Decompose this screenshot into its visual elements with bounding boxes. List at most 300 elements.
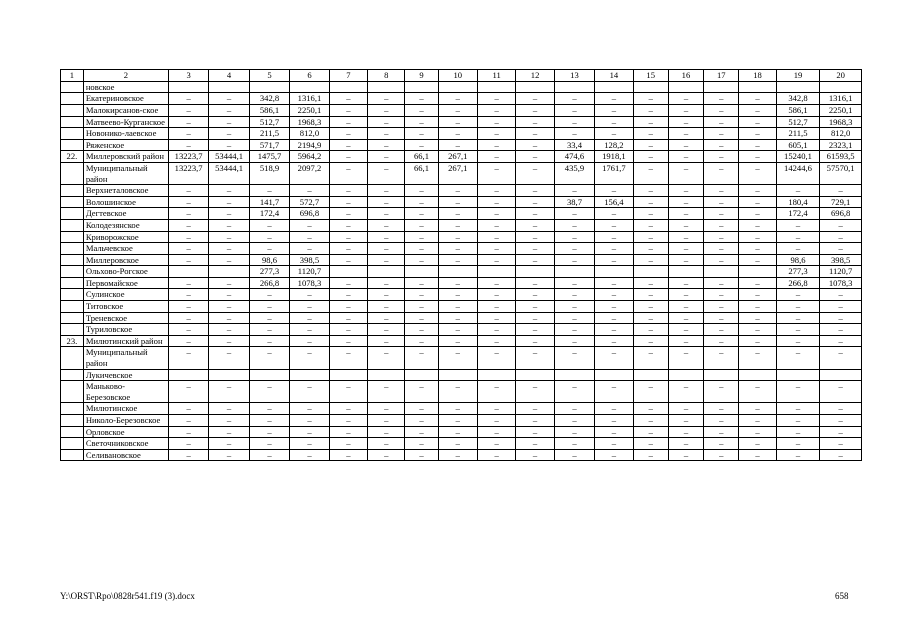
value-cell: – (438, 438, 477, 450)
value-cell: – (405, 415, 438, 427)
table-row (61, 139, 862, 151)
value-cell: – (405, 324, 438, 336)
value-cell: – (516, 277, 554, 289)
value-cell: – (209, 196, 249, 208)
table-row (61, 196, 862, 208)
value-cell: – (290, 426, 329, 438)
table-row (61, 185, 862, 197)
value-cell: – (368, 301, 405, 313)
value-cell: – (595, 116, 633, 128)
value-cell: – (329, 335, 367, 347)
value-cell: – (554, 426, 594, 438)
value-cell: – (168, 219, 208, 231)
value-cell: – (633, 196, 668, 208)
value-cell: – (633, 335, 668, 347)
value-cell: – (668, 104, 703, 116)
value-cell: – (704, 139, 739, 151)
value-cell: – (405, 93, 438, 105)
table-row (61, 347, 862, 369)
value-cell: – (820, 219, 862, 231)
value-cell: – (478, 128, 516, 140)
value-cell: – (249, 231, 289, 243)
row-number-cell (61, 277, 84, 289)
value-cell: – (478, 347, 516, 369)
value-cell: – (478, 438, 516, 450)
value-cell: – (554, 289, 594, 301)
value-cell (478, 369, 516, 381)
value-cell: – (516, 104, 554, 116)
value-cell: – (516, 185, 554, 197)
row-number-cell (61, 219, 84, 231)
value-cell: – (516, 151, 554, 163)
value-cell: – (704, 254, 739, 266)
value-cell: 512,7 (249, 116, 289, 128)
value-cell: – (776, 403, 820, 415)
value-cell: – (478, 104, 516, 116)
value-cell: – (516, 438, 554, 450)
value-cell: – (554, 324, 594, 336)
value-cell: – (368, 104, 405, 116)
value-cell: – (249, 289, 289, 301)
value-cell: – (820, 312, 862, 324)
value-cell: – (776, 289, 820, 301)
value-cell: 696,8 (290, 208, 329, 220)
table-row (61, 426, 862, 438)
value-cell: – (329, 116, 367, 128)
value-cell: – (209, 347, 249, 369)
row-number-cell (61, 266, 84, 278)
value-cell: – (438, 449, 477, 461)
row-number-cell (61, 289, 84, 301)
value-cell: – (405, 243, 438, 255)
value-cell: – (209, 208, 249, 220)
value-cell: – (329, 185, 367, 197)
value-cell: – (329, 277, 367, 289)
value-cell: 14244,6 (776, 162, 820, 184)
row-number-cell (61, 128, 84, 140)
table-row (61, 289, 862, 301)
name-cell: Лукичевское (83, 369, 168, 381)
value-cell: – (329, 162, 367, 184)
value-cell: – (209, 231, 249, 243)
value-cell: – (168, 347, 208, 369)
value-cell: – (516, 93, 554, 105)
value-cell: – (329, 301, 367, 313)
value-cell: – (290, 449, 329, 461)
value-cell: – (668, 449, 703, 461)
value-cell (209, 369, 249, 381)
row-number-cell (61, 347, 84, 369)
value-cell: – (739, 151, 776, 163)
value-cell: – (290, 231, 329, 243)
value-cell: – (633, 151, 668, 163)
value-cell: – (595, 312, 633, 324)
value-cell: – (554, 277, 594, 289)
value-cell: – (209, 324, 249, 336)
value-cell: – (290, 243, 329, 255)
value-cell (368, 81, 405, 93)
value-cell: 61593,5 (820, 151, 862, 163)
value-cell: – (633, 104, 668, 116)
table-row (61, 369, 862, 381)
value-cell (405, 81, 438, 93)
table-row (61, 81, 862, 93)
row-number-cell (61, 93, 84, 105)
value-cell: – (820, 231, 862, 243)
value-cell: – (405, 347, 438, 369)
value-cell: – (668, 151, 703, 163)
value-cell: – (668, 312, 703, 324)
value-cell: – (368, 196, 405, 208)
value-cell: – (820, 438, 862, 450)
value-cell: – (595, 289, 633, 301)
value-cell: – (704, 128, 739, 140)
value-cell: – (516, 324, 554, 336)
value-cell: – (438, 128, 477, 140)
value-cell: – (438, 403, 477, 415)
value-cell: – (633, 312, 668, 324)
value-cell: – (478, 415, 516, 427)
value-cell: – (704, 312, 739, 324)
value-cell: – (595, 219, 633, 231)
value-cell: – (704, 438, 739, 450)
value-cell: – (633, 254, 668, 266)
value-cell: – (405, 219, 438, 231)
value-cell: 180,4 (776, 196, 820, 208)
value-cell: 1761,7 (595, 162, 633, 184)
value-cell: – (405, 185, 438, 197)
value-cell: – (478, 312, 516, 324)
value-cell: – (478, 254, 516, 266)
value-cell: – (516, 208, 554, 220)
row-number-cell (61, 231, 84, 243)
column-header: 6 (290, 70, 329, 82)
value-cell (595, 266, 633, 278)
value-cell: – (249, 243, 289, 255)
value-cell: 518,9 (249, 162, 289, 184)
value-cell: – (595, 426, 633, 438)
row-number-cell: 23. (61, 335, 84, 347)
table-row (61, 104, 862, 116)
column-header: 19 (776, 70, 820, 82)
value-cell: – (668, 219, 703, 231)
value-cell: 5964,2 (290, 151, 329, 163)
value-cell: – (633, 128, 668, 140)
value-cell: 15240,1 (776, 151, 820, 163)
value-cell: – (668, 324, 703, 336)
value-cell: – (478, 277, 516, 289)
value-cell: – (704, 151, 739, 163)
value-cell: – (668, 208, 703, 220)
table-row (61, 231, 862, 243)
value-cell: – (668, 335, 703, 347)
value-cell: – (438, 277, 477, 289)
value-cell: – (595, 254, 633, 266)
value-cell: – (554, 381, 594, 403)
column-header: 5 (249, 70, 289, 82)
table-row (61, 301, 862, 313)
column-header: 14 (595, 70, 633, 82)
value-cell (209, 266, 249, 278)
value-cell: – (668, 254, 703, 266)
value-cell: – (704, 219, 739, 231)
table-row (61, 151, 862, 163)
name-cell: новское (83, 81, 168, 93)
value-cell (438, 266, 477, 278)
value-cell (290, 369, 329, 381)
value-cell: – (668, 277, 703, 289)
value-cell: – (704, 185, 739, 197)
row-number-cell (61, 243, 84, 255)
value-cell: – (704, 208, 739, 220)
value-cell (168, 266, 208, 278)
row-number-cell (61, 81, 84, 93)
table-row (61, 381, 862, 403)
value-cell: – (595, 93, 633, 105)
value-cell: – (668, 301, 703, 313)
file-path: Y:\ORST\Rpo\0828r541.f19 (3).docx (60, 591, 195, 601)
value-cell: – (820, 335, 862, 347)
value-cell: – (438, 324, 477, 336)
value-cell: – (405, 312, 438, 324)
column-header: 1 (61, 70, 84, 82)
value-cell: – (704, 196, 739, 208)
value-cell: – (633, 289, 668, 301)
value-cell: – (209, 438, 249, 450)
value-cell: – (368, 116, 405, 128)
value-cell: – (595, 231, 633, 243)
value-cell: – (739, 116, 776, 128)
value-cell: 342,8 (776, 93, 820, 105)
name-cell: Селивановское (83, 449, 168, 461)
value-cell: – (554, 312, 594, 324)
value-cell: – (329, 381, 367, 403)
value-cell: – (516, 426, 554, 438)
value-cell: – (633, 162, 668, 184)
value-cell: – (438, 335, 477, 347)
name-cell: Муниципальный район (83, 162, 168, 184)
value-cell (368, 369, 405, 381)
column-header: 16 (668, 70, 703, 82)
value-cell: – (776, 415, 820, 427)
name-cell: Ряженское (83, 139, 168, 151)
value-cell: – (776, 231, 820, 243)
value-cell: – (329, 449, 367, 461)
value-cell: 53444,1 (209, 162, 249, 184)
value-cell: – (668, 185, 703, 197)
value-cell: – (633, 219, 668, 231)
value-cell: – (554, 347, 594, 369)
value-cell: – (368, 151, 405, 163)
value-cell: – (739, 139, 776, 151)
value-cell: – (168, 449, 208, 461)
row-number-cell (61, 312, 84, 324)
name-cell: Титовское (83, 301, 168, 313)
value-cell: – (516, 289, 554, 301)
value-cell: – (368, 208, 405, 220)
value-cell: – (554, 231, 594, 243)
value-cell: – (368, 254, 405, 266)
value-cell: – (405, 104, 438, 116)
value-cell: – (329, 243, 367, 255)
value-cell: – (209, 449, 249, 461)
value-cell: – (739, 438, 776, 450)
value-cell: – (704, 415, 739, 427)
value-cell: – (704, 231, 739, 243)
value-cell: – (595, 104, 633, 116)
value-cell: – (329, 438, 367, 450)
name-cell: Миллеровское (83, 254, 168, 266)
value-cell: – (368, 219, 405, 231)
value-cell: – (438, 243, 477, 255)
value-cell: – (704, 289, 739, 301)
value-cell (438, 369, 477, 381)
value-cell: – (554, 254, 594, 266)
name-cell: Новонико-лаевское (83, 128, 168, 140)
value-cell: – (478, 381, 516, 403)
value-cell: – (633, 426, 668, 438)
value-cell: – (168, 312, 208, 324)
value-cell: – (249, 381, 289, 403)
value-cell: – (554, 116, 594, 128)
table-row (61, 266, 862, 278)
value-cell: – (668, 231, 703, 243)
value-cell: – (739, 449, 776, 461)
table-row (61, 335, 862, 347)
value-cell: 128,2 (595, 139, 633, 151)
name-cell: Милютинское (83, 403, 168, 415)
value-cell: – (595, 381, 633, 403)
value-cell: – (820, 381, 862, 403)
value-cell: – (368, 449, 405, 461)
column-header: 10 (438, 70, 477, 82)
value-cell: – (438, 93, 477, 105)
value-cell: – (776, 324, 820, 336)
table-row (61, 277, 862, 289)
value-cell: – (668, 426, 703, 438)
value-cell: – (329, 347, 367, 369)
name-cell: Ольхово-Рогское (83, 266, 168, 278)
value-cell: – (209, 116, 249, 128)
value-cell: – (368, 403, 405, 415)
value-cell: – (516, 301, 554, 313)
value-cell: – (776, 426, 820, 438)
value-cell: – (478, 151, 516, 163)
value-cell: 1475,7 (249, 151, 289, 163)
table-row (61, 324, 862, 336)
value-cell: – (478, 185, 516, 197)
value-cell: – (405, 139, 438, 151)
value-cell: – (329, 196, 367, 208)
value-cell: 696,8 (820, 208, 862, 220)
value-cell: 2250,1 (820, 104, 862, 116)
value-cell: 211,5 (249, 128, 289, 140)
value-cell: – (209, 312, 249, 324)
value-cell: – (368, 324, 405, 336)
value-cell: – (776, 243, 820, 255)
value-cell: – (704, 324, 739, 336)
row-number-cell (61, 139, 84, 151)
row-number-cell (61, 301, 84, 313)
value-cell: – (633, 243, 668, 255)
column-header: 11 (478, 70, 516, 82)
value-cell: – (704, 347, 739, 369)
value-cell: – (739, 324, 776, 336)
value-cell: – (554, 438, 594, 450)
value-cell: – (249, 415, 289, 427)
value-cell: – (633, 277, 668, 289)
value-cell: 571,7 (249, 139, 289, 151)
value-cell: 2323,1 (820, 139, 862, 151)
value-cell: – (329, 139, 367, 151)
value-cell: – (209, 426, 249, 438)
table-row (61, 415, 862, 427)
value-cell: – (739, 196, 776, 208)
value-cell: – (249, 449, 289, 461)
name-cell: Колодезянское (83, 219, 168, 231)
value-cell: – (168, 196, 208, 208)
value-cell: – (739, 312, 776, 324)
value-cell: – (209, 415, 249, 427)
value-cell: – (704, 104, 739, 116)
value-cell: – (776, 438, 820, 450)
value-cell: – (438, 415, 477, 427)
value-cell: – (820, 415, 862, 427)
value-cell: – (633, 438, 668, 450)
value-cell: – (554, 335, 594, 347)
value-cell: – (329, 426, 367, 438)
value-cell: – (405, 438, 438, 450)
value-cell: 398,5 (820, 254, 862, 266)
value-cell: – (209, 185, 249, 197)
value-cell: – (478, 93, 516, 105)
value-cell: – (739, 289, 776, 301)
value-cell: – (516, 381, 554, 403)
value-cell (595, 369, 633, 381)
value-cell: – (405, 289, 438, 301)
value-cell: – (290, 219, 329, 231)
row-number-cell (61, 254, 84, 266)
table-row (61, 116, 862, 128)
value-cell (820, 81, 862, 93)
row-number-cell: 22. (61, 151, 84, 163)
value-cell: – (739, 243, 776, 255)
value-cell (668, 266, 703, 278)
value-cell: – (329, 289, 367, 301)
value-cell: – (405, 277, 438, 289)
row-number-cell (61, 162, 84, 184)
value-cell: – (209, 93, 249, 105)
value-cell (595, 81, 633, 93)
value-cell: – (168, 139, 208, 151)
value-cell: 38,7 (554, 196, 594, 208)
value-cell: – (516, 347, 554, 369)
column-header: 20 (820, 70, 862, 82)
column-header: 15 (633, 70, 668, 82)
value-cell (554, 266, 594, 278)
value-cell: – (633, 415, 668, 427)
value-cell: – (704, 162, 739, 184)
value-cell: – (438, 254, 477, 266)
data-table (60, 69, 862, 461)
value-cell: – (168, 289, 208, 301)
value-cell: – (633, 93, 668, 105)
value-cell: – (290, 347, 329, 369)
value-cell: – (438, 347, 477, 369)
table-row (61, 312, 862, 324)
value-cell: – (329, 254, 367, 266)
value-cell (820, 369, 862, 381)
